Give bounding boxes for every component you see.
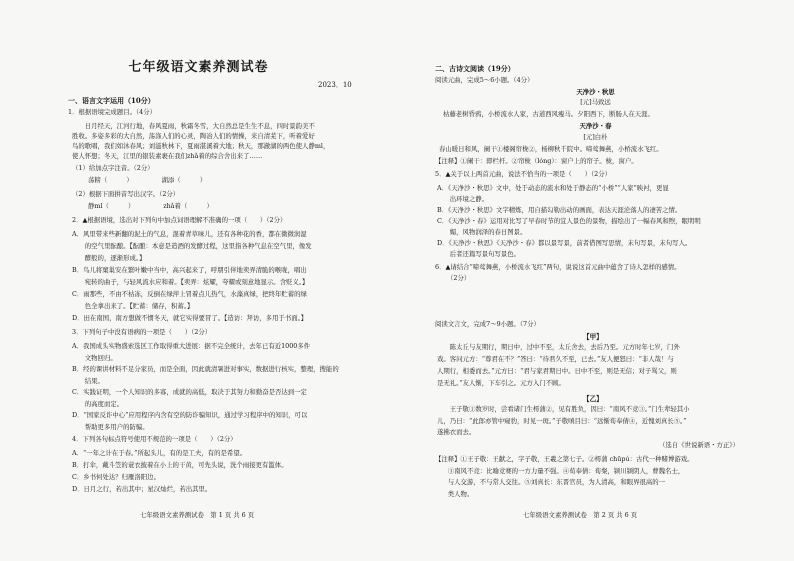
question-1-sub1: （1）给加点字注音。（2分） — [72, 164, 154, 172]
passage-line: 是无礼。”友人惭，下车引之。元方入门不顾。 — [437, 379, 565, 387]
section-2-heading: 二、古诗文阅读（19分） — [435, 64, 515, 73]
exam-title: 七年级语文素养测试卷 — [128, 60, 269, 75]
passage-source: （选自《世说新语・方正》） — [659, 441, 739, 449]
section-1-heading: 一、语言文字运用（10分） — [68, 96, 155, 105]
question-5-title: 5．▲关于以上两首元曲，说法不恰当的一项是（ ）（2分） — [435, 170, 612, 178]
question-6-score: （2分） — [447, 274, 471, 282]
passage-line: 遂拂衣而去。 — [437, 428, 476, 436]
question-2-title: 2．▲根据语境，选出对下列句中加点词语理解不准确的一项（ ）（2分） — [72, 216, 287, 224]
option-line: D．“国家反诈中心”应用程序内含有空的防诈骗知识，通过学习程序中的知识，可以 — [72, 411, 308, 419]
passage-line: 日月经天，江河行地，春风夏雨，秋霜冬雪，大自然总是生生不息，四时景韵美不 — [72, 122, 315, 130]
exam-page-2 — [397, 0, 794, 561]
option-line: 后者还篇写景句写景色。 — [437, 250, 521, 258]
poem-2-text: 春山暖日和风，阑干①楼阁帘栊②，杨柳秋千院中。啼莺舞燕，小桥流水飞红。 — [439, 145, 663, 153]
passage-line: 胜收。多姿多彩的大自然，荡涤人们的心灵，陶冶人们的情操，来自清芜下，听着爱好 — [72, 132, 315, 140]
passage-yi-label: 【乙】 — [583, 395, 603, 403]
passage-jia-label: 【甲】 — [583, 333, 603, 341]
poem-1-title: 天净沙・秋思 — [576, 88, 615, 96]
option-line: 色全拿出来了。【贮蓄：储存，积蓄。】 — [72, 302, 194, 310]
passage-line: 使人怀想；冬天，江里的银装素裹在我们zhǎ着的综合舍出来了…… — [72, 152, 263, 160]
option-line: B．经的课讲材料不足分家员，而是全面，因此就清暑进对事实，数据进行核实，整理，搜能的 — [72, 365, 339, 373]
option-line: A．《天净沙・秋思》文中，处于动态的流水和处于静态的“小桥”“人家”映衬，更显 — [437, 184, 669, 192]
poem-1-text: 枯藤老树昏鸦，小桥流水人家，古道西风瘦马。夕阳西下，断肠人在天涯。 — [443, 110, 654, 118]
option-line: 出环境之静。 — [437, 195, 489, 203]
poem-2-title: 天净沙・春 — [579, 122, 612, 130]
option-line: C．乡书何处达？归雁洛阳边。 — [72, 473, 160, 481]
option-line: 结果。 — [72, 376, 104, 385]
option-line: 宛转的曲子，与轻风流水应和着。【卖弄：炫耀，夸耀或刻意地显示。含贬义。】 — [72, 278, 309, 286]
option-line: 的高度而定。 — [72, 399, 124, 408]
passage-line: 王子敬①数岁时，尝看诸门生樗蒲②，见有胜负，因曰：“南风不竞③。”门生辈轻其小 — [437, 405, 690, 413]
option-line: 文物回归。 — [72, 353, 117, 362]
option-line: A．我国成头实物盛索选区工作取得重大进展：据不完全统计，去年已有近1000多件 — [72, 342, 311, 350]
poem-1-author: [元]马致远 — [580, 98, 611, 106]
option-line: D．《天净沙・秋思》《天净沙・春》都以景写景，前者借图写思情，末句写景，末句写人。 — [437, 239, 692, 247]
passage-line: 戏。客问元方：“尊君在不？”答曰：“待君久不至，已去。”友人便怒曰：“非人哉！与 — [437, 355, 674, 363]
exam-date: 2023．10 — [318, 81, 352, 89]
option-line: 酵般的，逐渐形成。】 — [72, 254, 146, 262]
option-line: C．雨那些，不由不枯冻，反倒在绿萍上冒着点儿热气，水藻真绿，把终年贮蓄的绿 — [72, 290, 307, 298]
passage-line: 人期行，相委而去。”元方曰：“君与家君期日中。日中不至，则是无信；对子骂父，则 — [437, 367, 677, 375]
question-3-title: 3．下列句子中没有语病的一项是（ ）（2分） — [72, 328, 212, 336]
reading-intro: 阅读文言文，完成7～9小题。（7分） — [435, 320, 540, 328]
poem-intro: 阅读元曲，完成5～6小题。（4分） — [435, 76, 534, 84]
note-line: 【注释】①王子敬：王献之，字子敬，王羲之第七子。②樗蒲 chūpú：古代一种赌博游戏。 — [435, 455, 694, 463]
option-line: 帮助更多用户的防骗。 — [72, 422, 149, 431]
option-line: B．鸟儿将窠巢安在繁叶嫩中当中，高兴起来了，呼朋引伴地卖弄清脆的喉咙，唱出 — [72, 266, 307, 274]
option-line: D．田在南国，南方想做不惯冬天，就它实得要冒了。【造访：拜访，多用于书面。】 — [72, 314, 308, 322]
question-1-title: 1．根据语境完成题目。（4分） — [68, 108, 157, 116]
note-line: 与人交游，不与常人交往。⑤刘真长：东晋官员，为人清高，和眼界很高的一 — [435, 478, 666, 486]
option-line: 的空气里酝酿。【酝酿：本意是造酒的发酵过程，这里指各种气息在空气里，像发 — [72, 242, 312, 250]
question-4-title: 4．下列各句标点符号使用不规范的一项是（ ）（2分） — [72, 435, 237, 443]
option-line: 媚，风物润泽的春日图景。 — [437, 228, 527, 236]
question-1-sub2-words: 静ml（ ） zhǎ着（ ） — [88, 202, 213, 210]
option-line: A．风里带来些新翻的泥土的气息，混着青草味儿，还有各种花的香，都在微微润湿 — [72, 230, 307, 238]
question-1-sub1-words: 荡耪（ ） 湖添（ ） — [88, 176, 207, 184]
option-line: B．打伞，戴斗笠的蓑衣披着在小上的干黄，可先头说，洗个雨接更有滥体。 — [72, 461, 288, 469]
passage-line: 陈太丘与友期行，期日中，过中不至，太丘舍去，去后乃至。元方时年七岁，门外 — [437, 343, 680, 351]
option-line: D．日月之行，若出其中；星汉灿烂，若出其里。 — [72, 485, 212, 493]
note-line: 类人物。 — [435, 489, 474, 498]
question-1-sub2: （2）根据下面拼音写出汉字。（2分） — [72, 190, 180, 198]
poem-note: 【注释】①阑干：即栏杆。②帘栊（lóng）：窗户上的帘子。栊，窗户。 — [435, 157, 638, 165]
option-line: B．《天净沙・秋思》文字精炼，用自描勾勒出动的画面，表达天涯沦落人的凄苦之情。 — [437, 206, 682, 214]
option-line: C．实践证明，一个人知识的多寡，成就的高低，取决于其努力和勤奋是否达到一定 — [72, 388, 307, 396]
poem-2-author: [元]白朴 — [583, 133, 608, 141]
page-2-footer: 七年级语文素养测试卷 第 2 页 共 6 页 — [523, 511, 638, 519]
option-line: A．“一年之计在于春。”所起头儿，有的是工夫，有的是希望。 — [72, 449, 247, 457]
passage-line: 儿，乃曰：“此郎亦管中窥豹，时见一斑。”子敬嗔目曰：“远惭荀奉倩④，近愧刘真长⑤。” — [437, 416, 687, 425]
note-line: ③南风不竞：比喻竞赛的一方力量不强。④荀奉倩：荀粲，颍川颍阴人，曹魏名士， — [435, 466, 685, 475]
option-line: C．《天净沙・春》运用对比写了早春时节的宜人景色的景物，描绘出了一幅春风和煦，眠明明 — [437, 217, 701, 225]
page-1-footer: 七年级语文素养测试卷 第 1 页 共 6 页 — [140, 511, 255, 519]
question-6-title: 6．▲请结合“啼莺舞燕，小桥流水飞红”两句，说说这首元曲中蕴含了诗人怎样的感情。 — [435, 263, 681, 271]
passage-line: 鸟的歌唱，我们如沐春风；刘滋秋林下，夏雨湛溪着大地；秋天，那澈湖的两色使人静ml， — [72, 142, 330, 150]
